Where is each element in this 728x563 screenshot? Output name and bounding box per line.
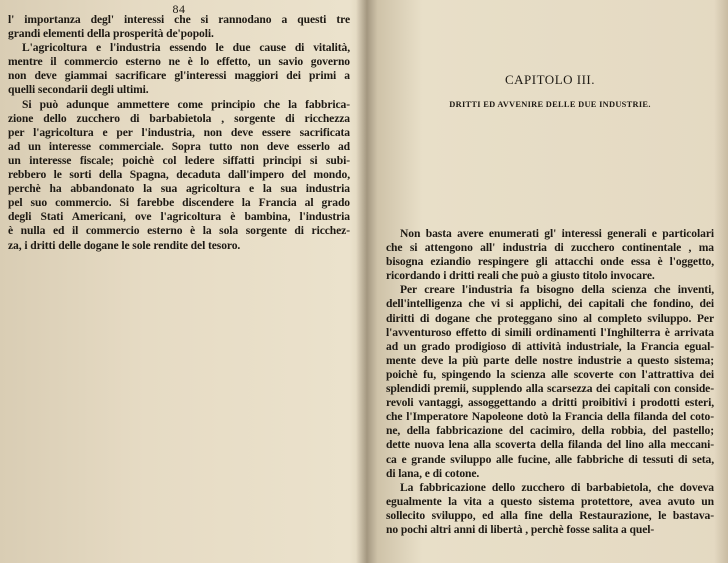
left-page: [8, 0, 350, 563]
text-line: che si attengono all' industria di zucchero continentale , ma: [386, 241, 714, 255]
text-line: ca e grande sviluppo alle fucine, alle fabbriche di tessuti di seta,: [386, 452, 714, 466]
text-line: diritti di dogane che proteggano sino al completo sviluppo. Per: [386, 311, 714, 325]
text-line: Per creare l'industria fa bisogno della scienza che inventi,: [400, 283, 714, 297]
text-line: grandi elementi della prosperità de'popoli.: [8, 27, 214, 41]
text-line: quelli secondarii degli ultimi.: [8, 83, 149, 97]
text-line: dette nuova lena alla scoverta della filanda del lino alla meccani-: [386, 438, 714, 452]
text-line: per l'agricoltura e per l'industria, non deve essere sacrificata: [8, 125, 350, 139]
text-line: che l'Imperatore Napoleone dotò la Francia della filanda del coto-: [386, 410, 714, 424]
chapter-subtitle: DRITTI ED AVVENIRE DELLE DUE INDUSTRIE.: [449, 100, 651, 109]
text-line: ad un interesse commerciale. Sopra tutto non deve esserlo ad: [8, 139, 350, 153]
text-line: Si può adunque ammettere come principio che la fabbrica-: [22, 97, 350, 111]
text-line: revoli vantaggi, assoggettando a dritti proibitivi i prodotti esteri,: [386, 396, 714, 410]
text-line: poichè fu, spingendo la scienza alle scoverte con l'attrattiva dei: [386, 367, 714, 381]
text-line: mente deve la più parte delle nostre industrie a questo sistema;: [386, 353, 714, 367]
right-page: [386, 0, 714, 563]
text-line: di lana, e di cotone.: [386, 466, 480, 480]
text-line: l'avventuroso effetto di simili ordinamenti l'Inghilterra è arrivata: [386, 325, 714, 339]
text-line: pel suo commercio. Si farebbe discendere la Francia al grado: [8, 196, 350, 210]
page-edge-shadow: [714, 0, 728, 563]
text-line: dell'intelligenza che vi si applichi, dei capitali che fondino, dei: [386, 297, 714, 311]
text-line: splendidi premii, supplendo alla scarsezza dei capitali con conside-: [386, 382, 714, 396]
text-line: mentre il commercio esterno ne è lo effetto, un savio governo: [8, 55, 350, 69]
text-line: ricordando i dritti reali che può a giusto titolo invocare.: [386, 269, 655, 283]
left-page-text: [8, 13, 350, 253]
text-line: è nulla ed il commercio esterno è la sola sorgente di ricchez-: [8, 224, 350, 238]
text-line: un interesse fiscale; poichè col ledere siffatti principi si subi-: [8, 153, 350, 167]
page-number: 84: [172, 2, 186, 16]
text-line: sollecito sviluppo, ed alla fine della Restaurazione, le bastava-: [386, 508, 714, 522]
text-line: bisogna eziandio respingere gli attacchi onde essa è l'oggetto,: [386, 255, 714, 269]
text-line: ne, della fabbricazione del cacimiro, della robbia, del pastello;: [386, 424, 714, 438]
book-gutter: [356, 0, 378, 563]
text-line: egualmente la vita a questo sistema protettore, avea avuto un: [386, 494, 714, 508]
text-line: rebbero le sorti della Spagna, decaduta dall'impero del mondo,: [8, 168, 350, 182]
text-line: l' importanza degl' interessi che si rannodano a questi tre: [8, 13, 350, 26]
chapter-title: CAPITOLO III.: [504, 72, 596, 87]
text-line: no pochi altri anni di libertà , perchè fosse salita a quel-: [386, 522, 655, 536]
text-line: ad un grado prodigioso di attività industriale, la Francia egual-: [386, 339, 714, 353]
text-line: La fabbricazione dello zucchero di barbabietola, che doveva: [400, 480, 714, 494]
text-line: zione dello zucchero di barbabietola , sorgente di ricchezza: [8, 111, 350, 125]
text-line: L'agricoltura e l'industria essendo le due cause di vitalità,: [22, 41, 350, 55]
text-line: perchè ha abbandonato la sua agricoltura e la sua industria: [8, 182, 350, 196]
text-line: za, i dritti delle dogane le sole rendite del tesoro.: [8, 238, 241, 252]
text-line: Non basta avere enumerati gl' interessi generali e particolari: [400, 227, 714, 240]
right-page-text: [386, 227, 714, 537]
text-line: non deve giammai sacrificare gl'interessi maggiori dei primi a: [8, 69, 350, 83]
text-line: degli Stati Americani, ove l'agricoltura è bambina, l'industria: [8, 210, 350, 224]
